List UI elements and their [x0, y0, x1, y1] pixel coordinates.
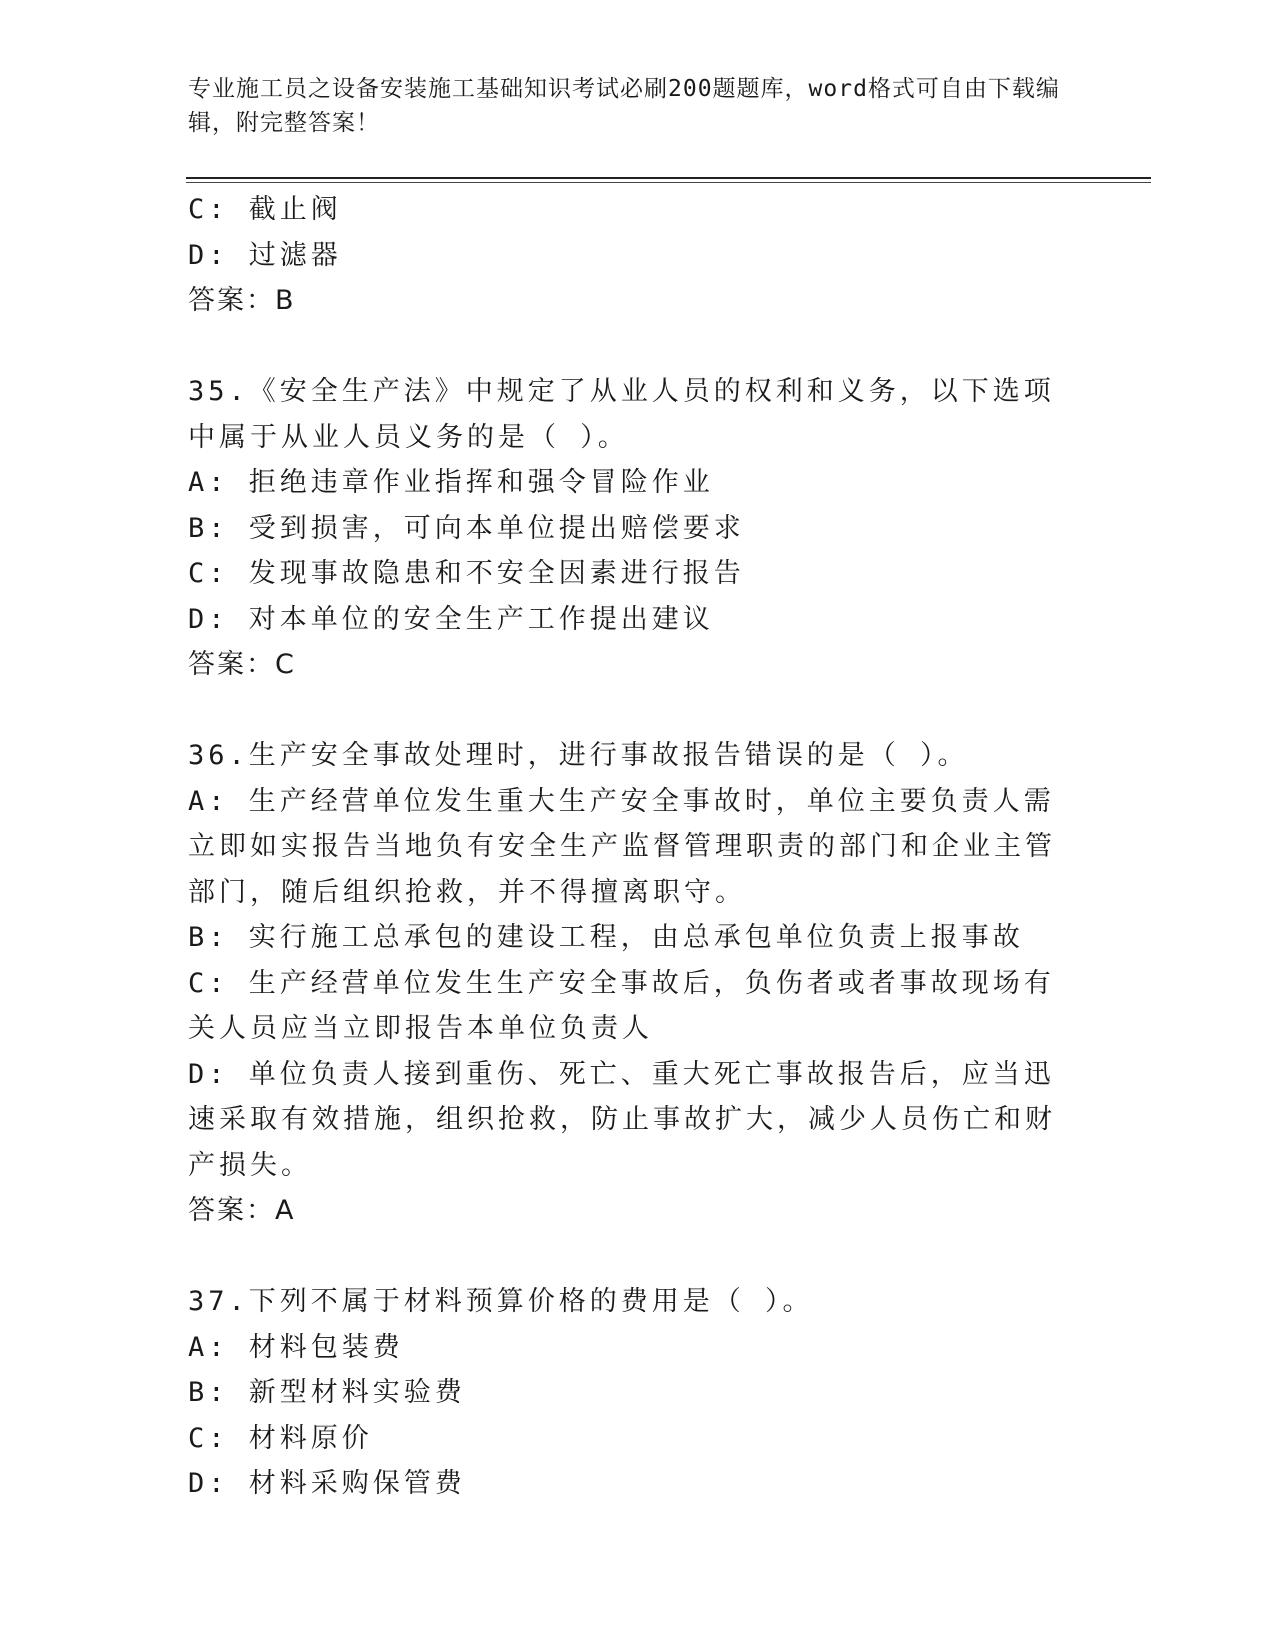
option-a: A: 拒绝违章作业指挥和强令冒险作业 [188, 467, 714, 498]
header-rule-thin [186, 182, 1151, 183]
option-b: B: 实行施工总承包的建设工程，由总承包单位负责上报事故 [188, 922, 1024, 953]
header-rule-thick [186, 177, 1151, 179]
answer: 答案：C [188, 649, 296, 680]
question-stem: 37.下列不属于材料预算价格的费用是（ ）。 [188, 1286, 814, 1317]
document-body [188, 187, 1088, 1507]
option-c: C: 发现事故隐患和不安全因素进行报告 [188, 558, 745, 589]
question-35 [188, 369, 1068, 688]
question-36 [188, 733, 1068, 1234]
answer: 答案：B [188, 285, 296, 316]
option-d: D: 过滤器 [188, 239, 342, 271]
option-b: B: 受到损害，可向本单位提出赔偿要求 [188, 512, 745, 544]
option-d: D: 材料采购保管费 [188, 1468, 466, 1499]
option-d: D: 对本单位的安全生产工作提出建议 [188, 603, 714, 635]
question-stem: 36.生产安全事故处理时，进行事故报告错误的是（ ）。 [188, 740, 969, 771]
option-c: C: 截止阀 [188, 194, 342, 225]
option-c: C: 生产经营单位发生生产安全事故后，负伤者或者事故现场有关人员应当立即报告本单位负责人 [188, 967, 1055, 1044]
document-header [188, 72, 1068, 140]
spacer [188, 1234, 1088, 1280]
option-a: A: 生产经营单位发生重大生产安全事故时，单位主要负责人需立即如实报告当地负有安全生产监督管理职责的部门和企业主管部门，随后组织抢救，并不得擅离职守。 [188, 785, 1056, 908]
option-a: A: 材料包装费 [188, 1331, 404, 1363]
option-d: D: 单位负责人接到重伤、死亡、重大死亡事故报告后，应当迅速采取有效措施，组织抢救，防止事故扩大，减少人员伤亡和财产损失。 [188, 1058, 1056, 1181]
question-34-tail [188, 187, 1088, 324]
header-title: 专业施工员之设备安装施工基础知识考试必刷200题题库，word格式可自由下载编辑，附完整答案！ [188, 76, 1060, 136]
spacer [188, 324, 1088, 370]
question-37 [188, 1279, 1068, 1507]
option-b: B: 新型材料实验费 [188, 1377, 466, 1408]
answer: 答案：A [188, 1195, 296, 1226]
spacer [188, 688, 1088, 734]
question-stem: 35.《安全生产法》中规定了从业人员的权利和义务，以下选项中属于从业人员义务的是（ ）。 [188, 376, 1055, 453]
option-c: C: 材料原价 [188, 1422, 373, 1454]
